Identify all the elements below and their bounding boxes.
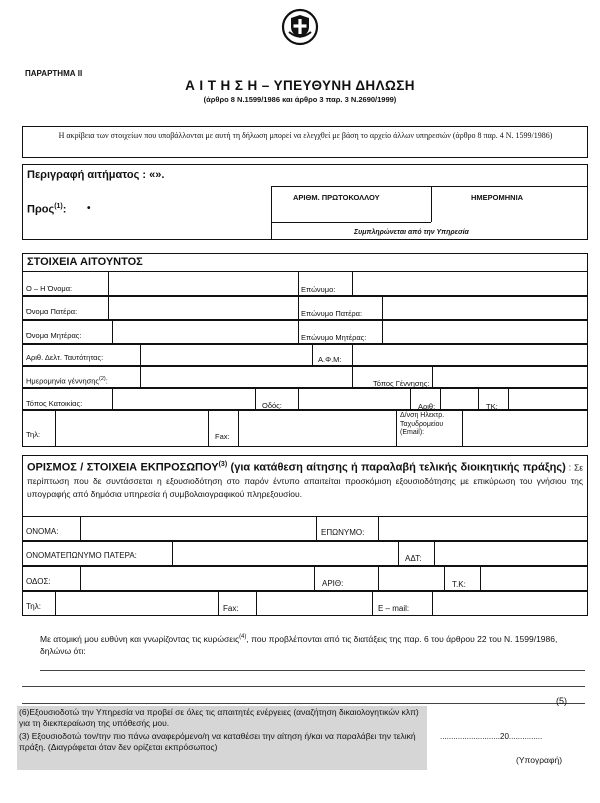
applicant-father-name-input[interactable] <box>110 299 296 317</box>
applicant-residence-input[interactable] <box>114 391 253 408</box>
notice-text: Η ακρίβεια των στοιχείων που υποβάλλονται με αυτή τη δήλωση μπορεί να ελεγχθεί με βάση το αρχείο άλλων υπηρεσιών (άρθρο 8 παρ. 4 Ν. 1599/1986) <box>58 131 553 140</box>
footer-note-authorize-service: (6)Εξουσιοδοτώ την Υπηρεσία να προβεί σε όλες τις απαιτητές ενέργειες (αναζήτηση δικαιολογητικών κλπ) για τη διεκπεραίωση της υπόθεσής μου. <box>19 707 419 728</box>
declaration-text: Με ατομική μου ευθύνη και γνωρίζοντας τις κυρώσεις$^{(4)}$, που προβλέπονται από τις διατάξεις της παρ. 6 του άρθρου 22 του Ν. 1599/1986, δηλώνω ότι: <box>40 633 558 656</box>
signature-date-line[interactable]: ...........................20............... <box>440 732 543 741</box>
applicant-id-number-input[interactable] <box>142 347 310 364</box>
representative-heading: ΟΡΙΣΜΟΣ / ΣΤΟΙΧΕΙΑ ΕΚΠΡΟΣΩΠΟΥ$^{(3)}$ (για κατάθεση αίτησης ή παραλαβή τελικής διοικητικής πράξης) : Σε περίπτωση που δε συντάσσεται η εξουσιοδότηση στο παρόν έντυπο απαιτείται προσκόμιση εξουσιοδότησης με επικύρωση του γνήσιου της υπογραφής από δημόσια υπηρεσία ή συμβολαιογραφικού πληρεξουσίου. <box>27 461 583 499</box>
applicant-mother-surname-input[interactable] <box>384 323 586 341</box>
applicant-mother-name-input[interactable] <box>114 323 296 341</box>
rep-name-input[interactable] <box>82 519 314 538</box>
protocol-number-label: ΑΡΙΘΜ. ΠΡΩΤΟΚΟΛΛΟΥ <box>293 193 380 202</box>
applicant-birth-date-input[interactable] <box>142 369 350 386</box>
applicant-postcode-input[interactable] <box>510 391 586 408</box>
applicant-birth-place-label: Τόπος Γέννησης: <box>373 379 430 388</box>
footer-notes-box <box>17 706 427 770</box>
applicant-fax-input[interactable] <box>240 414 394 444</box>
applicant-name-input[interactable] <box>110 275 296 293</box>
footer-note-authorize-rep: (3) Εξουσιοδοτώ τον/την πιο πάνω αναφερόμενο/η να καταθέσει την αίτηση ή/και να παραλάβει την τελική πράξη. (Διαγράφεται όταν δεν ορίζεται εκπρόσωπος) <box>19 731 416 752</box>
applicant-id-number-label: Αριθ. Δελτ. Ταυτότητας: <box>26 353 104 362</box>
applicant-father-surname-label: Επώνυμο Πατέρα: <box>301 309 363 318</box>
declaration-line-2 <box>22 686 585 687</box>
applicant-number-input[interactable] <box>442 391 476 408</box>
greek-emblem-icon <box>281 8 319 46</box>
form-title: Α Ι Τ Η Σ Η – ΥΠΕΥΘΥΝΗ ΔΗΛΩΣΗ <box>185 78 415 93</box>
declaration-ref-5: (5) <box>556 696 567 706</box>
rep-phone-input[interactable] <box>57 594 216 613</box>
rep-postcode-input[interactable] <box>482 569 586 588</box>
applicant-surname-input[interactable] <box>354 275 586 293</box>
applicant-mother-surname-label: Επώνυμο Μητέρας: <box>301 333 367 342</box>
rep-street-input[interactable] <box>82 569 312 588</box>
applicant-afm-label: Α.Φ.Μ: <box>318 355 342 364</box>
applicant-surname-label: Επώνυμο: <box>301 285 336 294</box>
rep-surname-label: ΕΠΩΝΥΜΟ: <box>321 528 365 537</box>
date-label: ΗΜΕΡΟΜΗΝΙΑ <box>471 193 524 202</box>
applicant-afm-input[interactable] <box>354 347 586 364</box>
rep-father-input[interactable] <box>174 544 396 563</box>
rep-phone-label: Τηλ: <box>26 602 41 611</box>
rep-father-label: ΟΝΟΜΑΤΕΠΩΝΥΜΟ ΠΑΤΕΡΑ: <box>26 551 137 560</box>
applicant-email-input[interactable] <box>464 414 586 444</box>
applicant-mother-name-label: Όνομα Μητέρας: <box>26 331 82 340</box>
declaration-line-3 <box>22 703 585 704</box>
applicant-postcode-label: ΤΚ: <box>486 402 498 411</box>
filled-by-service-note: Συμπληρώνεται από την Υπηρεσία <box>354 229 469 236</box>
declaration-line-1 <box>40 670 585 671</box>
request-description: Περιγραφή αιτήματος : «». <box>27 169 165 181</box>
to-value: • <box>87 203 91 214</box>
applicant-father-name-label: Όνομα Πατέρα: <box>26 307 78 316</box>
applicant-birth-place-input[interactable] <box>434 369 586 386</box>
notice-box <box>22 126 588 158</box>
applicant-phone-input[interactable] <box>57 414 206 444</box>
request-section <box>22 164 588 240</box>
applicant-phone-label: Τηλ: <box>26 430 41 439</box>
applicant-street-input[interactable] <box>300 391 408 408</box>
annex-label: ΠΑΡΑΡΤΗΜΑ ΙΙ <box>25 69 83 78</box>
to-label: Προς$^{(1)}$: <box>27 203 67 216</box>
rep-adt-input[interactable] <box>436 544 586 563</box>
applicant-father-surname-input[interactable] <box>384 299 586 317</box>
applicant-email-label: Δ/νση Ηλεκτρ. Ταχυδρομείου (Email): <box>400 412 445 436</box>
applicant-number-label: Αριθ: <box>418 402 436 411</box>
signature-label: (Υπογραφή) <box>516 755 563 765</box>
applicant-birth-date-label: Ημερομηνία γέννησης$^{(2)}$: <box>26 376 108 386</box>
applicant-street-label: Οδός: <box>262 401 282 410</box>
rep-number-input[interactable] <box>380 569 442 588</box>
rep-surname-input[interactable] <box>380 519 586 538</box>
rep-fax-label: Fax: <box>223 604 239 613</box>
applicant-name-label: Ο – Η Όνομα: <box>26 284 73 293</box>
applicant-heading: ΣΤΟΙΧΕΙΑ ΑΙΤΟΥΝΤΟΣ <box>27 256 143 268</box>
rep-name-label: ΟΝΟΜΑ: <box>26 527 59 536</box>
applicant-fax-label: Fax: <box>215 432 230 441</box>
rep-fax-input[interactable] <box>258 594 370 613</box>
rep-email-input[interactable] <box>434 594 586 613</box>
rep-postcode-label: Τ.Κ: <box>452 580 466 589</box>
rep-email-label: Ε – mail: <box>378 604 410 613</box>
rep-street-label: ΟΔΟΣ: <box>26 577 51 586</box>
rep-adt-label: ΑΔΤ: <box>405 554 422 563</box>
applicant-residence-label: Τόπος Κατοικίας: <box>26 399 83 408</box>
rep-number-label: ΑΡΙΘ: <box>322 579 344 588</box>
form-subtitle: (άρθρο 8 Ν.1599/1986 και άρθρο 3 παρ. 3 Ν.2690/1999) <box>203 95 397 104</box>
